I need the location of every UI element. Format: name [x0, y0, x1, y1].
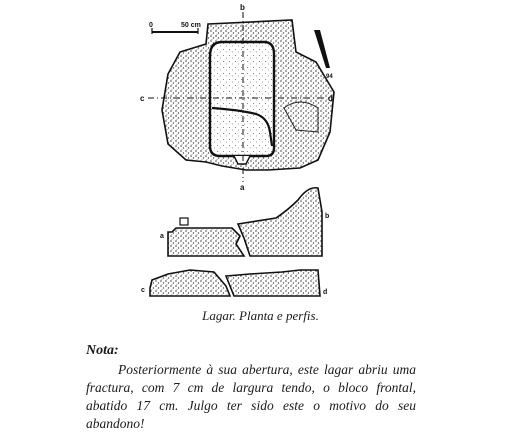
- scale-bar: [149, 22, 201, 34]
- press-basin: [210, 42, 274, 156]
- scale-end-label: 50 cm: [181, 22, 201, 29]
- note-heading: Nota:: [86, 343, 119, 358]
- label-bottom-a: a: [240, 183, 245, 192]
- profile-label-a: a: [160, 233, 164, 240]
- profile-ab-marker: [180, 218, 188, 225]
- north-marker-label: 94: [326, 74, 333, 80]
- label-left-c: c: [140, 94, 145, 103]
- profile-cd: [141, 270, 327, 296]
- profile-label-d: d: [323, 289, 328, 296]
- note-body: Posteriormente à sua abertura, este lagar abriu uma fractura, com 7 cm de largura tendo, o bloco frontal, abatido 17 cm. Julgo ter sido este o motivo do seu abandono!: [86, 362, 416, 431]
- profile-ab: [160, 188, 329, 256]
- label-right-d: d: [328, 94, 333, 103]
- profile-label-b: b: [325, 213, 330, 220]
- figure-caption: Lagar. Planta e perfis.: [202, 308, 319, 323]
- scale-start-label: 0: [149, 22, 153, 29]
- label-top-b: b: [240, 3, 245, 12]
- profile-label-c: c: [141, 287, 145, 294]
